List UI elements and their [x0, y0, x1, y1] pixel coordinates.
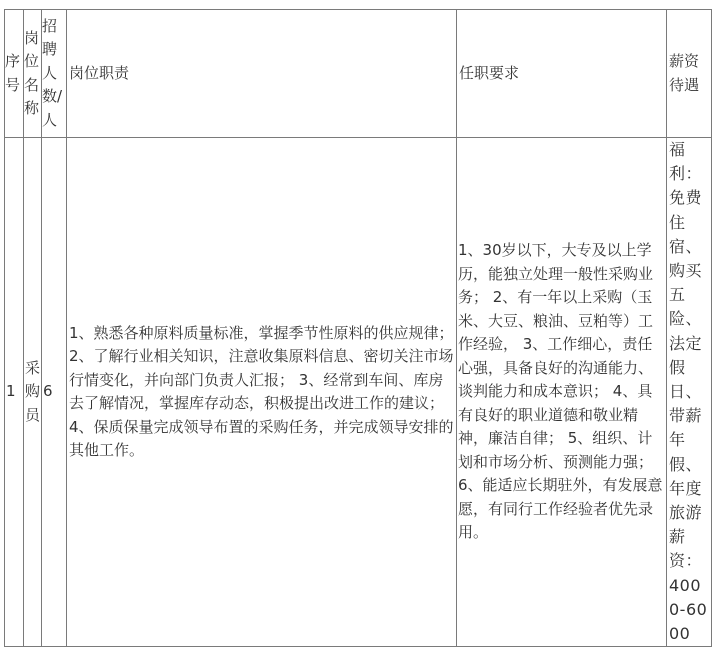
header-duties: 岗位职责	[67, 10, 457, 138]
cell-duties: 1、熟悉各种原料质量标准，掌握季节性原料的供应规律； 2、了解行业相关知识，注意收集原料信息、密切关注市场行情变化，并向部门负责人汇报； 3、经常到车间、库房去了解情况，掌握库存动态，积极提出改进工作的建议； 4、保质保量完成领导布置的采购任务，并完成领导安排的其他工作。	[67, 138, 457, 647]
header-row	[5, 10, 712, 138]
header-headcount: 招聘人数/人	[42, 10, 67, 138]
cell-headcount: 6	[42, 138, 67, 647]
table-row	[5, 138, 712, 647]
job-posting	[4, 9, 712, 647]
job-table	[4, 9, 712, 647]
cell-position: 采购员	[24, 138, 42, 647]
header-serial: 序号	[5, 10, 24, 138]
header-position: 岗位名称	[24, 10, 42, 138]
header-salary: 薪资待遇	[667, 10, 712, 138]
cell-salary: 福利：免费住宿、购买五险、法定假日、带薪年假、年度旅游薪资：4000-6000	[667, 138, 712, 647]
header-requirements: 任职要求	[457, 10, 667, 138]
cell-serial: 1	[5, 138, 24, 647]
cell-requirements: 1、30岁以下，大专及以上学历，能独立处理一般性采购业务； 2、有一年以上采购（玉米、大豆、粮油、豆粕等）工作经验， 3、工作细心，责任心强，具备良好的沟通能力、谈判能力和成本意识； 4、具有良好的职业道德和敬业精神，廉洁自律； 5、组织、计划和市场分析、预测能力强； 6、能适应长期驻外，有发展意愿，有同行工作经验者优先录用。	[457, 138, 667, 647]
